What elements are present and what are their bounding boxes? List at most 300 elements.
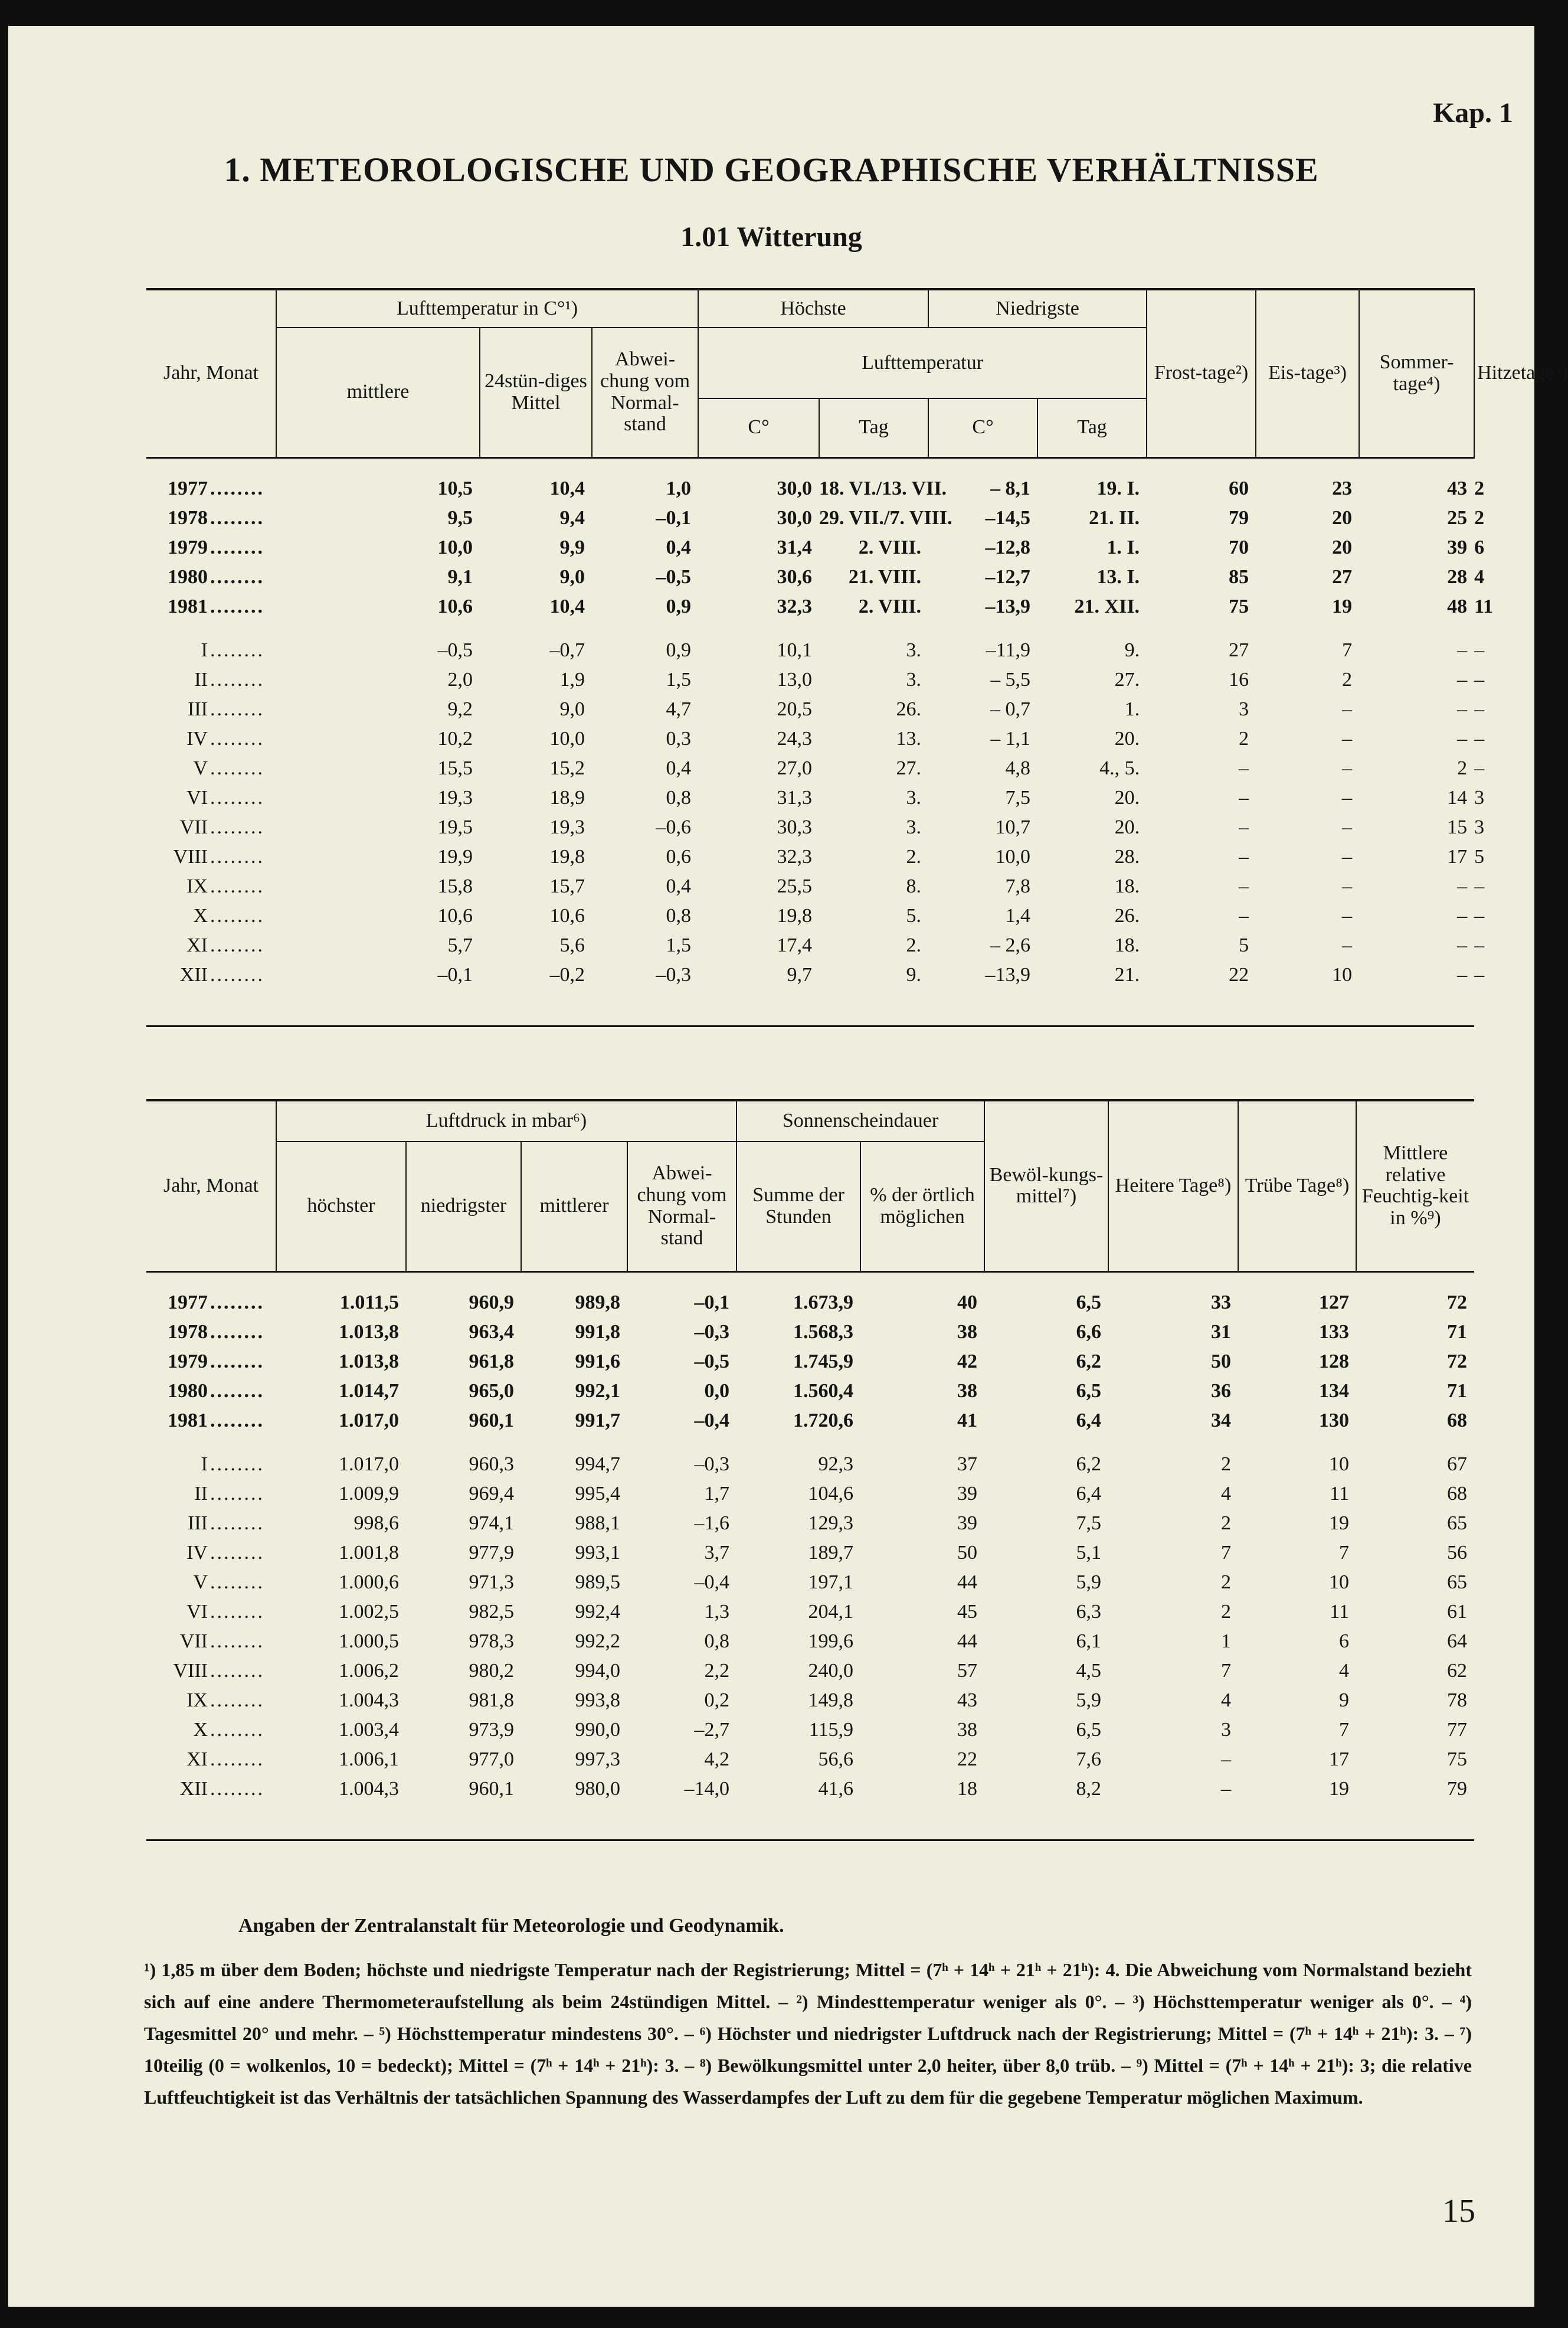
table-row <box>146 1715 1474 1745</box>
table-cell: 26. <box>896 698 922 720</box>
table-cell: 991,7 <box>575 1409 620 1431</box>
row-label <box>146 1656 276 1686</box>
table-cell: 15,7 <box>549 875 585 897</box>
section-title: 1.01 Witterung <box>680 221 862 253</box>
table-cell: – <box>1239 845 1249 868</box>
row-label <box>146 1271 276 1317</box>
row-label-text: V <box>193 1571 208 1593</box>
table-cell: –0,1 <box>656 506 692 529</box>
table-cell: 9,0 <box>559 698 585 720</box>
row-label-text: X <box>193 1718 208 1741</box>
page-number: 15 <box>1442 2193 1475 2229</box>
header-summe-stunden: Summe der Stunden <box>736 1142 860 1271</box>
table-cell: 71 <box>1447 1379 1467 1402</box>
table-cell: 1.745,9 <box>793 1350 853 1372</box>
table-cell: 1.009,9 <box>339 1482 399 1505</box>
table-row <box>146 1597 1474 1627</box>
table-cell: 1.011,5 <box>339 1291 399 1313</box>
table-cell: 6 <box>1339 1630 1349 1652</box>
table-cell: 1. I. <box>1107 536 1140 558</box>
table-cell: 965,0 <box>469 1379 514 1402</box>
leader-dots: ........ <box>210 1689 264 1711</box>
table-cell: 1,9 <box>559 668 585 691</box>
table-cell: –0,2 <box>480 960 592 1026</box>
table-cell: 2 <box>1221 1512 1231 1534</box>
table-cell: 6,3 <box>1076 1600 1101 1623</box>
table-cell: 19 <box>1329 1512 1349 1534</box>
table-cell: 50 <box>957 1541 977 1564</box>
table-cell: 197,1 <box>808 1571 853 1593</box>
table-cell: 10,6 <box>437 595 473 617</box>
table-cell: – <box>1457 934 1468 956</box>
row-label-text: 1979 <box>168 536 208 558</box>
row-label-text: VIII <box>173 845 208 868</box>
leader-dots: ........ <box>210 698 264 720</box>
table-cell: – <box>1457 698 1468 720</box>
table-cell: 39 <box>957 1512 977 1534</box>
table-cell: 1 <box>1221 1630 1231 1652</box>
table-cell: 0,4 <box>666 875 692 897</box>
row-label <box>146 842 276 872</box>
table-cell: 10,1 <box>777 639 813 661</box>
table-cell: 17,4 <box>777 934 813 956</box>
table-cell: –12,7 <box>985 565 1031 588</box>
header-mittlere: mittlere <box>276 328 480 457</box>
table-row <box>146 1656 1474 1686</box>
table-cell: 20. <box>1114 786 1140 809</box>
table-cell: 56 <box>1447 1541 1467 1564</box>
table-cell: 39 <box>1447 536 1468 558</box>
table-cell: 7 <box>1339 1718 1349 1741</box>
leader-dots: ........ <box>210 1453 264 1475</box>
table-cell: 9,5 <box>447 506 473 529</box>
table-cell: 18,9 <box>549 786 585 809</box>
table-cell: – <box>1457 904 1468 927</box>
header-abweichung-2: Abwei-chung vom Normal-stand <box>627 1142 736 1271</box>
table-cell: 9,1 <box>447 565 473 588</box>
table-cell: 27. <box>1114 668 1140 691</box>
table-row: VI ........ 19,3 18,9 0,8 31,3 3. 7,5 20. – – 14 3 <box>146 783 1474 813</box>
table-cell: – 8,1 <box>990 477 1031 499</box>
table-cell: 994,7 <box>575 1453 620 1475</box>
row-label-text: VIII <box>173 1659 208 1682</box>
leader-dots: ........ <box>210 727 264 750</box>
table-cell: 13,0 <box>777 668 813 691</box>
row-label-text: 1980 <box>168 565 208 588</box>
row-label <box>146 901 276 931</box>
header-jahr-monat-2: Jahr, Monat <box>146 1100 276 1271</box>
table-cell: 9,7 <box>698 960 819 1026</box>
table-cell: 7,5 <box>1076 1512 1101 1534</box>
table-cell: 10,4 <box>549 477 585 499</box>
table-cell: 961,8 <box>469 1350 514 1372</box>
table-cell: 32,3 <box>777 595 813 617</box>
table-cell: 981,8 <box>469 1689 514 1711</box>
table-cell: 28. <box>1114 845 1140 868</box>
row-label <box>146 592 276 622</box>
header-eistage: Eis-tage³) <box>1256 289 1359 457</box>
row-label <box>146 1774 276 1840</box>
table-cell: 19. I. <box>1096 477 1140 499</box>
table-row: 1978 ........ 9,5 9,4 –0,1 30,0 29. VII./7. VIII. –14,5 21. II. 79 20 25 2 <box>146 503 1474 533</box>
table-cell: –1,6 <box>694 1512 729 1534</box>
table-cell: 1.006,2 <box>339 1659 399 1682</box>
header-lufttemperatur: Lufttemperatur in C°¹) <box>276 289 698 328</box>
table-cell: 969,4 <box>469 1482 514 1505</box>
table-cell: 1.013,8 <box>339 1350 399 1372</box>
table-cell: 36 <box>1211 1379 1231 1402</box>
row-label <box>146 1715 276 1745</box>
table-cell: 2 <box>1457 757 1468 779</box>
table-cell: – <box>1239 904 1249 927</box>
table-cell: – <box>1457 668 1468 691</box>
row-label <box>146 665 276 695</box>
table-cell: 79 <box>1356 1774 1474 1840</box>
table-cell: 31,3 <box>777 786 813 809</box>
header-hoechste-c: C° <box>698 398 819 457</box>
table-row <box>146 1271 1474 1317</box>
table-row: IV ........ 10,2 10,0 0,3 24,3 13. – 1,1 20. 2 – – – <box>146 724 1474 754</box>
table-cell: 9,4 <box>559 506 585 529</box>
table-cell: 4,8 <box>1005 757 1031 779</box>
table-cell: –14,5 <box>985 506 1031 529</box>
table-cell: 21. XII. <box>1074 595 1140 617</box>
table-cell: 0,9 <box>666 639 692 661</box>
table-cell: – <box>1359 960 1474 1026</box>
table-cell: – 0,7 <box>990 698 1031 720</box>
table-cell: 5,1 <box>1076 1541 1101 1564</box>
table-row <box>146 1406 1474 1436</box>
row-label-text: I <box>201 1453 208 1475</box>
table-cell: 115,9 <box>808 1718 853 1741</box>
table-cell: 1.006,1 <box>339 1748 399 1770</box>
table-cell: 6,2 <box>1076 1350 1101 1372</box>
table-row: I ........ –0,5 –0,7 0,9 10,1 3. –11,9 9. 27 7 – – <box>146 622 1474 665</box>
leader-dots: ........ <box>210 1571 264 1593</box>
table-cell: 0,0 <box>704 1379 729 1402</box>
table-cell: 4 <box>1221 1482 1231 1505</box>
row-label <box>146 1436 276 1479</box>
table-cell: 3,7 <box>704 1541 729 1564</box>
header-frosttage: Frost-tage²) <box>1147 289 1256 457</box>
row-label-text: II <box>194 668 208 691</box>
table-cell: –0,1 <box>694 1291 729 1313</box>
leader-dots: ........ <box>210 1379 264 1402</box>
table-cell: 0,8 <box>666 786 692 809</box>
leader-dots: ........ <box>210 1630 264 1652</box>
table-cell: 41 <box>957 1409 977 1431</box>
table-cell: 22 <box>957 1748 977 1770</box>
table-cell: – 1,1 <box>990 727 1031 750</box>
table-cell: 1.013,8 <box>339 1320 399 1343</box>
chapter-label: Kap. 1 <box>1432 97 1513 129</box>
document-page <box>8 26 1568 2307</box>
table-cell: 61 <box>1447 1600 1467 1623</box>
row-label-text: 1978 <box>168 1320 208 1343</box>
table-cell: – <box>1457 727 1468 750</box>
row-label <box>146 1376 276 1406</box>
leader-dots: ........ <box>210 565 264 588</box>
table-cell: 6,5 <box>1076 1718 1101 1741</box>
table-cell: 21. <box>1037 960 1147 1026</box>
table-cell: 0,4 <box>666 536 692 558</box>
leader-dots: ........ <box>210 1291 264 1313</box>
table-cell: – <box>1342 904 1353 927</box>
table-cell: 6,2 <box>1076 1453 1101 1475</box>
table-cell: 2 <box>1342 668 1353 691</box>
table-cell: –0,5 <box>656 565 692 588</box>
table-cell: 992,4 <box>575 1600 620 1623</box>
table-cell: 6,1 <box>1076 1630 1101 1652</box>
header-niedrigster: niedrigster <box>406 1142 521 1271</box>
table-row <box>146 1568 1474 1597</box>
table-cell: 4,2 <box>704 1748 729 1770</box>
row-label <box>146 872 276 901</box>
table-cell: 60 <box>1229 477 1249 499</box>
table-cell: 18 <box>860 1774 984 1840</box>
table-cell: 19 <box>1332 595 1353 617</box>
table-cell: – <box>1342 757 1353 779</box>
row-label <box>146 1538 276 1568</box>
table-cell: 27. <box>896 757 922 779</box>
table-cell: –0,4 <box>694 1409 729 1431</box>
table-cell: 199,6 <box>808 1630 853 1652</box>
table-cell: 41,6 <box>736 1774 860 1840</box>
table-cell: 92,3 <box>818 1453 853 1475</box>
table-cell: –0,3 <box>592 960 698 1026</box>
table-cell: 40 <box>957 1291 977 1313</box>
table-cell: –0,7 <box>549 639 585 661</box>
table-cell: 991,6 <box>575 1350 620 1372</box>
table-row: V ........ 15,5 15,2 0,4 27,0 27. 4,8 4., 5. – – 2 – <box>146 754 1474 783</box>
leader-dots: ........ <box>210 536 264 558</box>
header-sonnenscheindauer: Sonnenscheindauer <box>736 1100 984 1142</box>
table-cell: 42 <box>957 1350 977 1372</box>
row-label-text: 1980 <box>168 1379 208 1402</box>
table-cell: 127 <box>1319 1291 1349 1313</box>
table-cell: 10 <box>1329 1453 1349 1475</box>
table-cell: 1.003,4 <box>339 1718 399 1741</box>
table-cell: 6,4 <box>1076 1482 1101 1505</box>
table-row <box>146 1347 1474 1376</box>
row-label <box>146 813 276 842</box>
table-cell: –0,5 <box>694 1350 729 1372</box>
header-hoechste-tag: Tag <box>819 398 928 457</box>
table-cell: 5 <box>1239 934 1249 956</box>
table-row: X ........ 10,6 10,6 0,8 19,8 5. 1,4 26. – – – – <box>146 901 1474 931</box>
row-label-text: I <box>201 639 208 661</box>
row-label <box>146 960 276 1026</box>
table-row: XI ........ 5,7 5,6 1,5 17,4 2. – 2,6 18. 5 – – – <box>146 931 1474 960</box>
table-cell: 104,6 <box>808 1482 853 1505</box>
row-label-text: XII <box>179 1777 208 1800</box>
leader-dots: ........ <box>210 1320 264 1343</box>
table-cell: 21. II. <box>1089 506 1140 529</box>
table-cell: 38 <box>957 1379 977 1402</box>
row-label-text: VI <box>186 1600 208 1623</box>
leader-dots: ........ <box>210 1541 264 1564</box>
table-cell: 27 <box>1229 639 1249 661</box>
table-cell: 19 <box>1238 1774 1356 1840</box>
table-cell: 9,9 <box>559 536 585 558</box>
table-cell: 8. <box>906 875 922 897</box>
row-label <box>146 783 276 813</box>
table-cell: 2 <box>1221 1600 1231 1623</box>
row-label-text: IV <box>186 727 208 750</box>
row-label <box>146 1317 276 1347</box>
table-cell: – <box>1108 1774 1238 1840</box>
table-cell: 189,7 <box>808 1541 853 1564</box>
row-label-text: 1979 <box>168 1350 208 1372</box>
table-cell: –14,0 <box>627 1774 736 1840</box>
table-cell: 0,6 <box>666 845 692 868</box>
row-label <box>146 503 276 533</box>
table-cell: 30,0 <box>777 477 813 499</box>
header-lufttemperatur-sub: Lufttemperatur <box>698 328 1147 398</box>
table-cell: 2,2 <box>704 1659 729 1682</box>
leader-dots: ........ <box>210 904 264 927</box>
table-cell: 960,1 <box>406 1774 521 1840</box>
leader-dots: ........ <box>210 786 264 809</box>
table-cell: 240,0 <box>808 1659 853 1682</box>
table-cell: 978,3 <box>469 1630 514 1652</box>
table-cell: 995,4 <box>575 1482 620 1505</box>
table-cell: 963,4 <box>469 1320 514 1343</box>
table-cell: –0,4 <box>694 1571 729 1593</box>
table-cell: 5,9 <box>1076 1571 1101 1593</box>
table-cell: 57 <box>957 1659 977 1682</box>
header-24stuendig: 24stün-diges Mittel <box>480 328 592 457</box>
table-cell: 0,8 <box>666 904 692 927</box>
leader-dots: ........ <box>210 875 264 897</box>
table-cell: 960,1 <box>469 1409 514 1431</box>
table-cell: 6,6 <box>1076 1320 1101 1343</box>
header-sommertage: Sommer-tage⁴) <box>1359 289 1474 457</box>
table-cell: 30,6 <box>777 565 813 588</box>
table-cell: – <box>1457 639 1468 661</box>
table-cell: 7 <box>1221 1659 1231 1682</box>
table-cell: 1.568,3 <box>793 1320 853 1343</box>
table-cell: 17 <box>1447 845 1468 868</box>
table-cell: 18. <box>1114 875 1140 897</box>
table-cell: 75 <box>1447 1748 1467 1770</box>
header-niedrigste-c: C° <box>928 398 1037 457</box>
table-cell: 16 <box>1229 668 1249 691</box>
table-cell: 7 <box>1339 1541 1349 1564</box>
table-cell: 6,5 <box>1076 1291 1101 1313</box>
table-cell: 75 <box>1229 595 1249 617</box>
table-cell: –0,3 <box>694 1320 729 1343</box>
table-cell: 0,4 <box>666 757 692 779</box>
row-label-text: 1977 <box>168 477 208 499</box>
table-cell: 2. <box>906 934 922 956</box>
table-cell: 19,3 <box>437 786 473 809</box>
table-cell: 3. <box>906 639 922 661</box>
table-cell: 21. VIII. <box>848 565 922 588</box>
table-cell: 1.004,3 <box>339 1689 399 1711</box>
table-cell: 71 <box>1447 1320 1467 1343</box>
table-cell: 128 <box>1319 1350 1349 1372</box>
table-cell: 992,1 <box>575 1379 620 1402</box>
table-cell: 1.560,4 <box>793 1379 853 1402</box>
table-cell: 19,8 <box>777 904 813 927</box>
table-cell: 26. <box>1114 904 1140 927</box>
header-hoechste: Höchste <box>698 289 928 328</box>
table-cell: 23 <box>1332 477 1353 499</box>
table-row: VIII ........ 19,9 19,8 0,6 32,3 2. 10,0 28. – – 17 5 <box>146 842 1474 872</box>
leader-dots: ........ <box>210 757 264 779</box>
table-cell: 11 <box>1330 1600 1349 1623</box>
table-cell: 62 <box>1447 1659 1467 1682</box>
table-cell: – <box>1342 727 1353 750</box>
table-cell: 13. <box>896 727 922 750</box>
table-cell: 19,5 <box>437 816 473 838</box>
table-cell: 960,9 <box>469 1291 514 1313</box>
row-label <box>146 533 276 563</box>
table-cell: 43 <box>1447 477 1468 499</box>
table-row: XII ........ –0,1 –0,2 –0,3 9,7 9. –13,9 21. 22 10 – – <box>146 960 1474 1026</box>
table-cell: 149,8 <box>808 1689 853 1711</box>
table-cell: 971,3 <box>469 1571 514 1593</box>
table-cell: 1.017,0 <box>339 1409 399 1431</box>
table-cell: 980,2 <box>469 1659 514 1682</box>
table-cell: 977,0 <box>469 1748 514 1770</box>
table-cell: 34 <box>1211 1409 1231 1431</box>
table-row: 1980 ........ 9,1 9,0 –0,5 30,6 21. VIII. –12,7 13. I. 85 27 28 4 <box>146 563 1474 592</box>
table-cell: 25 <box>1447 506 1468 529</box>
table-cell: 27,0 <box>777 757 813 779</box>
leader-dots: ........ <box>210 845 264 868</box>
table-cell: –13,9 <box>928 960 1037 1026</box>
table-cell: 31,4 <box>777 536 813 558</box>
row-label <box>146 1597 276 1627</box>
weather-temperature-table: Jahr, Monat Lufttemperatur in C°¹) Höchste Niedrigste Frost-tage²) Eis-tage³) Sommer-tage⁴) Hitzetage⁵) mittlere 24stün-diges Mittel Abwei-chung vom Normal-stand Lufttemperatur C° Tag C° Tag 1977 ........ 10,5 10,4 1,0 30,0 18. VI./13. VII. – 8,1 19. I. 60 23 43 2 1978 ........ 9,5 9,4 –0,1 30,0 29. VII./7. VIII. –14,5 21. II. 79 20 25 2 1979 ........ 10,0 9,9 0,4 31,4 2. VIII. –12,8 1. I. 70 20 39 6 1980 ........ 9,1 9,0 –0,5 30,6 21. VIII. –12,7 13. I. 85 27 28 4 1981 ........ 10,6 10,4 0,9 32,3 2. VIII. –13,9 21. XII. 75 19 48 11 I ........ –0,5 –0,7 0,9 10,1 3. –11,9 9. 27 7 – – II ........ 2,0 1,9 1,5 13,0 3. – 5,5 27. 16 2 – – III ........ 9,2 9,0 4,7 20,5 26. – 0,7 1. 3 – – – IV ........ 10,2 10,0 0,3 24,3 13. – 1,1 20. 2 – – – V ........ 15,5 15,2 0,4 27,0 27. 4,8 4., 5. – – 2 – VI ........ 19,3 18,9 0,8 31,3 3. 7,5 20. – – 14 3 VII ........ 19,5 19,3 –0,6 30,3 3. 10,7 20. – – 15 3 VIII ........ 19,9 19,8 0,6 32,3 2. 10,0 28. – – 17 5 IX ........ 15,8 15,7 0,4 25,5 8. 7,8 18. – – – – X ........ 10,6 10,6 0,8 19,8 5. 1,4 26. – – – – XI ........ 5,7 5,6 1,5 17,4 2. – 2,6 18. 5 – – – XII ........ –0,1 –0,2 –0,3 9,7 9. –13,9 21. 22 10 – – <box>146 288 1474 1027</box>
table-cell: 10,0 <box>437 536 473 558</box>
row-label <box>146 563 276 592</box>
table-cell: 5. <box>906 904 922 927</box>
table-cell: 33 <box>1211 1291 1231 1313</box>
leader-dots: ........ <box>210 816 264 838</box>
footnotes: ¹) 1,85 m über dem Boden; höchste und niedrigste Temperatur nach der Registrierung; Mittel = (7ʰ + 14ʰ + 21ʰ + 21ʰ): 4. Die Abweichung vom Normalstand bezieht sich auf eine andere Thermometeraufstellung als beim 24stündigen Mittel. – ²) Mindesttemperatur weniger als 0°. – ³) Höchsttemperatur weniger als 0°. – ⁴) Tagesmittel 20° und mehr. – ⁵) Höchsttemperatur mindestens 30°. – ⁶) Höchster und niedrigster Luftdruck nach der Registrierung; Mittel = (7ʰ + 14ʰ + 21ʰ): 3. – ⁷) 10teilig (0 = wolkenlos, 10 = bedeckt); Mittel = (7ʰ + 14ʰ + 21ʰ): 3. – ⁸) Bewölkungsmittel unter 2,0 heiter, über 8,0 trüb. – ⁹) Mittel = (7ʰ + 14ʰ + 21ʰ): 3; die relative Luftfeuchtigkeit ist das Verhältnis der tatsächlichen Spannung des Wasserdampfes der Luft zu dem für die gegebene Temperatur möglichen Maximum. <box>144 1959 1472 2108</box>
table-cell: – <box>1342 934 1353 956</box>
table-cell: 1.720,6 <box>793 1409 853 1431</box>
page-title: 1. METEOROLOGISCHE UND GEOGRAPHISCHE VERHÄLTNISSE <box>224 151 1319 189</box>
table-cell: 2. VIII. <box>858 595 922 617</box>
table-cell: 43 <box>957 1689 977 1711</box>
table-cell: 133 <box>1319 1320 1349 1343</box>
leader-dots: ........ <box>210 1718 264 1741</box>
row-label <box>146 724 276 754</box>
table-cell: 70 <box>1229 536 1249 558</box>
table-cell: 1.017,0 <box>339 1453 399 1475</box>
table-cell: 988,1 <box>575 1512 620 1534</box>
table-cell: –0,6 <box>656 816 692 838</box>
table-cell: 973,9 <box>469 1718 514 1741</box>
table-cell: 4 <box>1339 1659 1349 1682</box>
row-label-text: IX <box>186 875 208 897</box>
table-cell: –0,3 <box>694 1453 729 1475</box>
row-label <box>146 695 276 724</box>
header-niedrigste-tag: Tag <box>1037 398 1147 457</box>
table-cell: 1.014,7 <box>339 1379 399 1402</box>
header-hoechster: höchster <box>276 1142 406 1271</box>
table-cell: 9,0 <box>559 565 585 588</box>
table-cell: 20 <box>1332 506 1353 529</box>
leader-dots: ........ <box>210 595 264 617</box>
table-cell: 10,4 <box>549 595 585 617</box>
table-cell: 1,0 <box>666 477 692 499</box>
row-label-text: XI <box>186 934 208 956</box>
